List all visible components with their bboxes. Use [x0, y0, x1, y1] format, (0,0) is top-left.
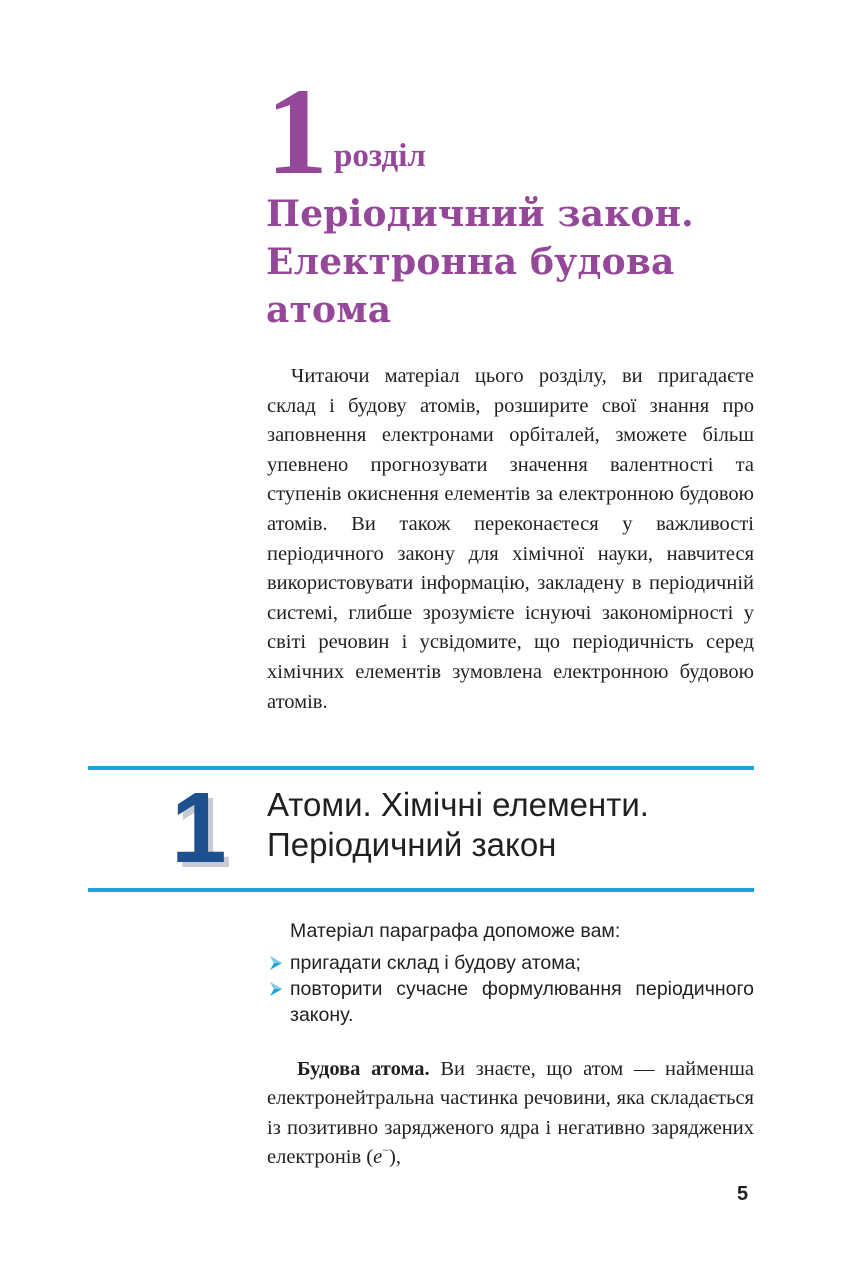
learning-goals — [268, 918, 754, 1028]
goal-item — [268, 976, 754, 1028]
section-number: 1 — [171, 772, 227, 884]
body-paragraph — [267, 1055, 754, 1173]
section-title — [267, 785, 649, 865]
goals-heading: Матеріал параграфа допоможе вам: — [290, 920, 621, 942]
chapter-title — [266, 190, 694, 334]
chapter-number: 1 — [266, 63, 328, 200]
body-tail: ), — [389, 1146, 401, 1169]
goal-text: повторити сучасне формулювання періодичного закону. — [290, 978, 754, 1026]
goal-text: пригадати склад і будову атома; — [290, 952, 581, 974]
goal-item — [268, 950, 754, 976]
section-divider-bottom — [88, 888, 754, 892]
goals-list — [268, 950, 754, 1028]
body-lead: Будова атома. — [297, 1058, 430, 1080]
chapter-title-line: Електронна будова — [266, 241, 675, 283]
chapter-intro: Читаючи матеріал цього розділу, ви пригадаєте склад і будову атомів, розширите свої знання про заповнення електронами орбіталей, зможете більш упевнено прогнозувати значення валентності та ступенів окиснення елементів за електронною будовою атомів. Ви також переконаєтеся у важливості періодичного закону для хімічної науки, навчитеся використовувати інформацію, закладену в періодичній системі, глибше зрозумієте існуючі закономірності у світі речовин і усвідомите, що періодичність серед хімічних елементів зумовлена електронною будовою атомів. — [267, 365, 754, 713]
section-title-line: Атоми. Хімічні елементи. — [267, 786, 649, 823]
section-divider-top — [88, 766, 754, 770]
electron-symbol: e — [373, 1146, 383, 1169]
chapter-title-line: атома — [266, 289, 392, 331]
chevron-right-icon — [268, 955, 284, 971]
electron-charge: − — [382, 1143, 390, 1158]
chevron-right-icon — [268, 981, 284, 997]
chapter-label: розділ — [334, 138, 426, 174]
section-title-line: Періодичний закон — [267, 826, 557, 863]
page-number: 5 — [737, 1183, 749, 1205]
body-text: Ви знаєте, що атом — найменша електронейтральна частинка речовини, яка складається із позитивно зарядженого ядра і негативно заряджених електронів ( — [267, 1058, 754, 1169]
chapter-title-line: Періодичний закон. — [266, 193, 694, 235]
